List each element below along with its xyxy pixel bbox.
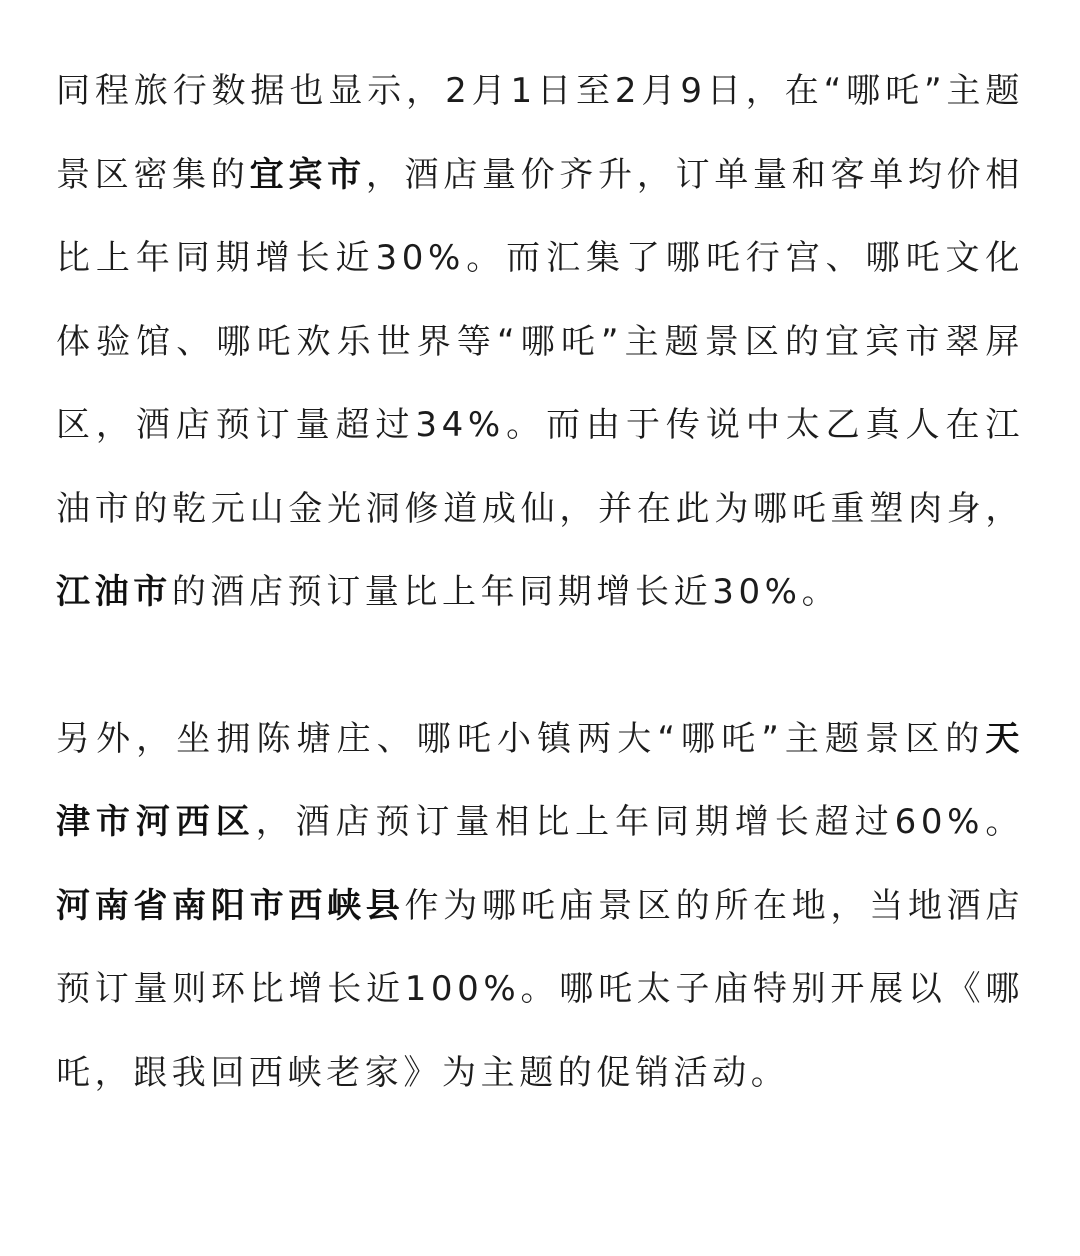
text-segment: 作为哪吒庙景区的所在地，当地酒店预订量则环比增长近100%。哪吒太子庙特别开展以《哪吒，跟我回西峡老家》为主题的促销活动。 bbox=[56, 885, 1024, 1093]
article-body bbox=[56, 50, 1024, 1115]
highlight-jiangyou: 江油市 bbox=[56, 572, 172, 612]
paragraph-other-regions bbox=[56, 698, 1024, 1116]
paragraph-tongcheng-data bbox=[56, 50, 1024, 635]
highlight-tianjin-hexi: 天津市河西区 bbox=[56, 718, 1024, 842]
text-segment: 的酒店预订量比上年同期增长近30%。 bbox=[171, 572, 841, 612]
highlight-yibin: 宜宾市 bbox=[249, 154, 366, 195]
text-segment: ，酒店量价齐升，订单量和客单均价相比上年同期增长近30%。而汇集了哪吒行宫、哪吒文化体验馆、哪吒欢乐世界等“哪吒”主题景区的宜宾市翠屏区，酒店预订量超过34%。而由于传说中太乙真人在江油市的乾元山金光洞修道成仙，并在此为哪吒重塑肉身， bbox=[56, 154, 1025, 529]
text-segment: 同程旅行数据也显示，2月1日至2月9日，在“哪吒”主题景区密集的 bbox=[56, 71, 1024, 195]
text-segment: ，酒店预订量相比上年同期增长超过60%。 bbox=[255, 802, 1024, 842]
text-segment: 另外，坐拥陈塘庄、哪吒小镇两大“哪吒”主题景区的 bbox=[56, 718, 986, 759]
highlight-xixia: 河南省南阳市西峡县 bbox=[56, 885, 405, 926]
